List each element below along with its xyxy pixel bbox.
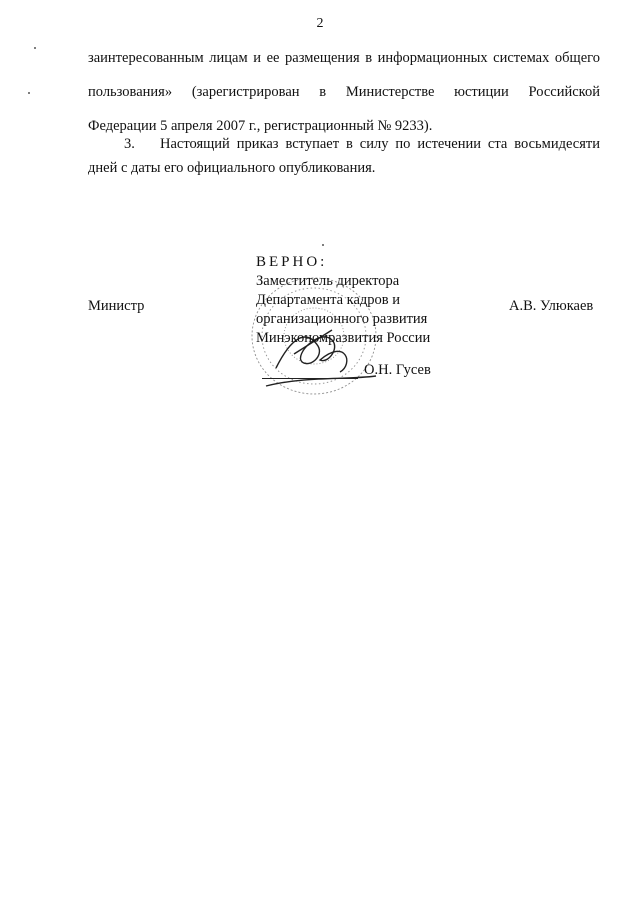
scan-speck xyxy=(28,92,30,94)
item-number: 3. xyxy=(124,136,135,152)
paragraph-line: пользования» (зарегистрирован в Министерстве юстиции Российской xyxy=(88,84,600,100)
minister-title: Министр xyxy=(88,298,145,314)
paragraph-line: заинтересованным лицам и ее размещения в информационных системах общего xyxy=(88,50,600,66)
verification-position-line: Департамента кадров и xyxy=(256,292,401,308)
verification-position-line: Минэкономразвития России xyxy=(256,330,431,346)
paragraph-line: дней с даты его официального опубликования. xyxy=(88,160,376,176)
paragraph-line: Федерации 5 апреля 2007 г., регистрационный № 9233). xyxy=(88,118,433,134)
document-body xyxy=(88,50,600,200)
verification-position-line: Заместитель директора xyxy=(256,273,400,289)
paragraph-line: Настоящий приказ вступает в силу по истечении ста восьмидесяти xyxy=(160,136,600,152)
verification-title: ВЕРНО: xyxy=(256,254,328,270)
scan-speck xyxy=(34,47,36,49)
signature-line xyxy=(262,378,358,379)
scan-speck xyxy=(322,244,324,246)
verification-position-line: организационного развития xyxy=(256,311,428,327)
minister-name: А.В. Улюкаев xyxy=(509,298,594,314)
verification-name: О.Н. Гусев xyxy=(364,362,431,378)
page-number: 2 xyxy=(316,16,324,31)
